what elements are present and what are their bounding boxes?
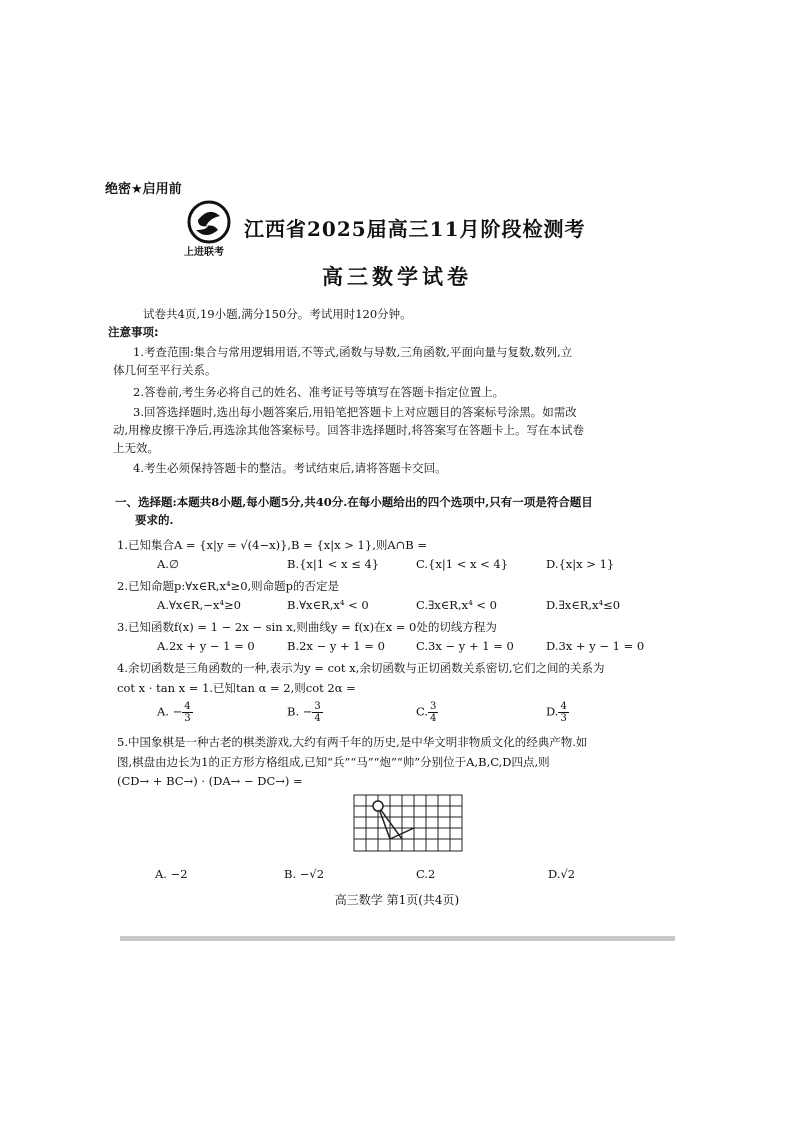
- q4-option-b: B. − $\frac{3}{4}$: [287, 701, 321, 724]
- q5-option-d: D.√2: [548, 867, 576, 881]
- q5-option-a: A. −2: [155, 867, 188, 881]
- section-heading: 一、选择题:本题共8小题,每小题5分,共40分.在每小题给出的四个选项中,只有一项是符合题目: [115, 495, 593, 509]
- q1-option-c: C.{x|1 < x < 4}: [416, 557, 509, 571]
- note-3-cont: 动,用橡皮擦干净后,再选涂其他答案标号。回答非选择题时,将答案写在答题卡上。写在本试卷: [113, 423, 584, 437]
- q3-option-a: A.2x + y − 1 = 0: [157, 639, 255, 653]
- q2-option-d: D.∃x∈R,x⁴≤0: [546, 598, 621, 612]
- q2-option-a: A.∀x∈R,−x⁴≥0: [157, 598, 241, 612]
- exam-title: 江西省2025届高三11月阶段检测考: [244, 217, 586, 241]
- note-4: 4.考生必须保持答题卡的整洁。考试结束后,请将答题卡交回。: [133, 461, 447, 475]
- q5-option-b: B. −√2: [284, 867, 325, 881]
- question-5-stem-end: (CD→ + BC→) · (DA→ − DC→) =: [117, 774, 303, 788]
- notes-heading: 注意事项:: [108, 325, 159, 339]
- q4-option-c: C. $\frac{3}{4}$: [416, 701, 437, 724]
- question-5-stem-cont: 图,棋盘由边长为1的正方形方格组成,已知“兵”“马”“炮”“帅”分别位于A,B,C,D四点,则: [117, 755, 550, 769]
- chessboard-figure: [353, 794, 463, 852]
- question-1-stem: 1.已知集合A = {x|y = √(4−x)},B = {x|x > 1},则A∩B =: [117, 538, 428, 552]
- q4-option-a: A. − $\frac{4}{3}$: [157, 701, 191, 724]
- q4-option-d: D. $\frac{4}{3}$: [546, 701, 567, 724]
- section-heading-cont: 要求的.: [135, 513, 174, 527]
- q5-option-c: C.2: [416, 867, 436, 881]
- logo-text: 上进联考: [184, 247, 224, 258]
- q2-option-c: C.∃x∈R,x⁴ < 0: [416, 598, 497, 612]
- paper-title: 高三数学试卷: [322, 264, 472, 289]
- q3-option-b: B.2x − y + 1 = 0: [287, 639, 385, 653]
- exam-intro: 试卷共4页,19小题,满分150分。考试用时120分钟。: [143, 307, 412, 321]
- question-5-stem: 5.中国象棋是一种古老的棋类游戏,大约有两千年的历史,是中华文明非物质文化的经典产物.如: [117, 735, 588, 749]
- q3-option-d: D.3x + y − 1 = 0: [546, 639, 645, 653]
- q1-option-d: D.{x|x > 1}: [546, 557, 615, 571]
- logo-icon: [186, 200, 232, 246]
- confidential-label: 绝密★启用前: [105, 182, 182, 197]
- note-3-end: 上无效。: [113, 441, 159, 455]
- question-4-stem: 4.余切函数是三角函数的一种,表示为y = cot x,余切函数与正切函数关系密切,它们之间的关系为: [117, 661, 605, 675]
- page-footer: 高三数学 第1页(共4页): [334, 893, 460, 907]
- question-3-stem: 3.已知函数f(x) = 1 − 2x − sin x,则曲线y = f(x)在x = 0处的切线方程为: [117, 620, 497, 634]
- q1-option-b: B.{x|1 < x ≤ 4}: [287, 557, 380, 571]
- question-4-stem-cont: cot x · tan x = 1.已知tan α = 2,则cot 2α =: [117, 681, 356, 695]
- note-1-cont: 体几何至平行关系。: [113, 363, 217, 377]
- q2-option-b: B.∀x∈R,x⁴ < 0: [287, 598, 369, 612]
- page-separator: [120, 936, 675, 941]
- q1-option-a: A.∅: [157, 557, 179, 571]
- note-2: 2.答卷前,考生务必将自己的姓名、准考证号等填写在答题卡指定位置上。: [133, 385, 505, 399]
- note-1: 1.考查范围:集合与常用逻辑用语,不等式,函数与导数,三角函数,平面向量与复数,数列,立: [133, 345, 573, 359]
- q3-option-c: C.3x − y + 1 = 0: [416, 639, 514, 653]
- note-3: 3.回答选择题时,选出每小题答案后,用铅笔把答题卡上对应题目的答案标号涂黑。如需改: [133, 405, 577, 419]
- question-2-stem: 2.已知命题p:∀x∈R,x⁴≥0,则命题p的否定是: [117, 579, 340, 593]
